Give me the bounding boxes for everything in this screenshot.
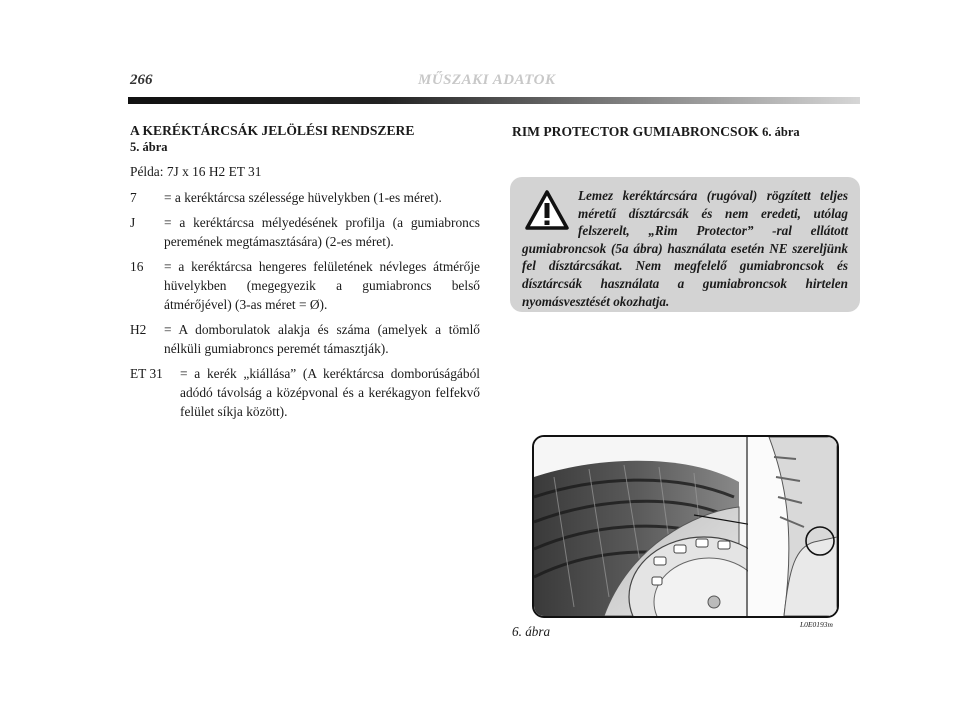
definition-text: = a keréktárcsa mélyedésének profilja (a gumiabroncs peremének megtámasztására) (2-es méret). — [164, 215, 480, 249]
tire-figure — [532, 435, 839, 618]
definition-key: 7 — [130, 190, 137, 205]
header-rule — [128, 97, 860, 104]
right-heading — [512, 124, 800, 140]
warning-text: Lemez keréktárcsára (rugóval) rögzített teljes méretű dísztárcsák és nem eredeti, utólag felszerelt, „Rim Protector” -ral ellátott gumiabroncsok (5a ábra) használata esetén NE szereljünk fel dísztárcsákat. Nem megfelelő gumiabroncsok és dísztárcsák használata a gumiabroncsok hirtelen nyomásvesztését okozhatja. — [522, 188, 848, 309]
definition-key: H2 — [130, 322, 147, 337]
right-heading-text: RIM PROTECTOR GUMIABRONCSOK — [512, 124, 759, 139]
right-heading-figure: 6. ábra — [762, 125, 800, 139]
page-number: 266 — [130, 72, 153, 88]
definition-item — [130, 188, 480, 207]
left-column — [130, 122, 480, 427]
definition-key: J — [130, 215, 136, 230]
definition-text: = a keréktárcsa szélessége hüvelykben (1-es méret). — [164, 190, 442, 205]
section-title: MŰSZAKI ADATOK — [418, 72, 556, 88]
tire-illustration — [534, 437, 837, 616]
definition-item — [130, 257, 480, 314]
figure-code: L0E0193m — [800, 620, 833, 629]
warning-box — [510, 177, 860, 312]
example-text: Példa: 7J x 16 H2 ET 31 — [130, 164, 262, 179]
definition-text: = a keréktárcsa hengeres felületének névleges átmérője hüvelykben (megegyezik a gumiabroncs belső átmérőjével) (3-as méret = Ø). — [164, 259, 480, 312]
figure-reference: 5. ábra — [130, 140, 168, 154]
definition-item — [130, 320, 480, 358]
definition-text: = a kerék „kiállása” (A keréktárcsa domborúságából adódó távolság a középvonal és a kerékagyon felfekvő felület síkja között). — [180, 366, 480, 419]
definition-key: ET 31 — [130, 366, 163, 381]
definition-key: 16 — [130, 259, 144, 274]
left-heading: A KERÉKTÁRCSÁK JELÖLÉSI RENDSZERE — [130, 123, 415, 138]
definition-text: = A domborulatok alakja és száma (amelyek a tömlő nélküli gumiabroncs peremét támasztják). — [164, 322, 480, 356]
definition-item — [130, 213, 480, 251]
definition-item — [130, 364, 480, 421]
figure-caption: 6. ábra — [512, 624, 551, 639]
warning-text-block — [522, 187, 848, 310]
